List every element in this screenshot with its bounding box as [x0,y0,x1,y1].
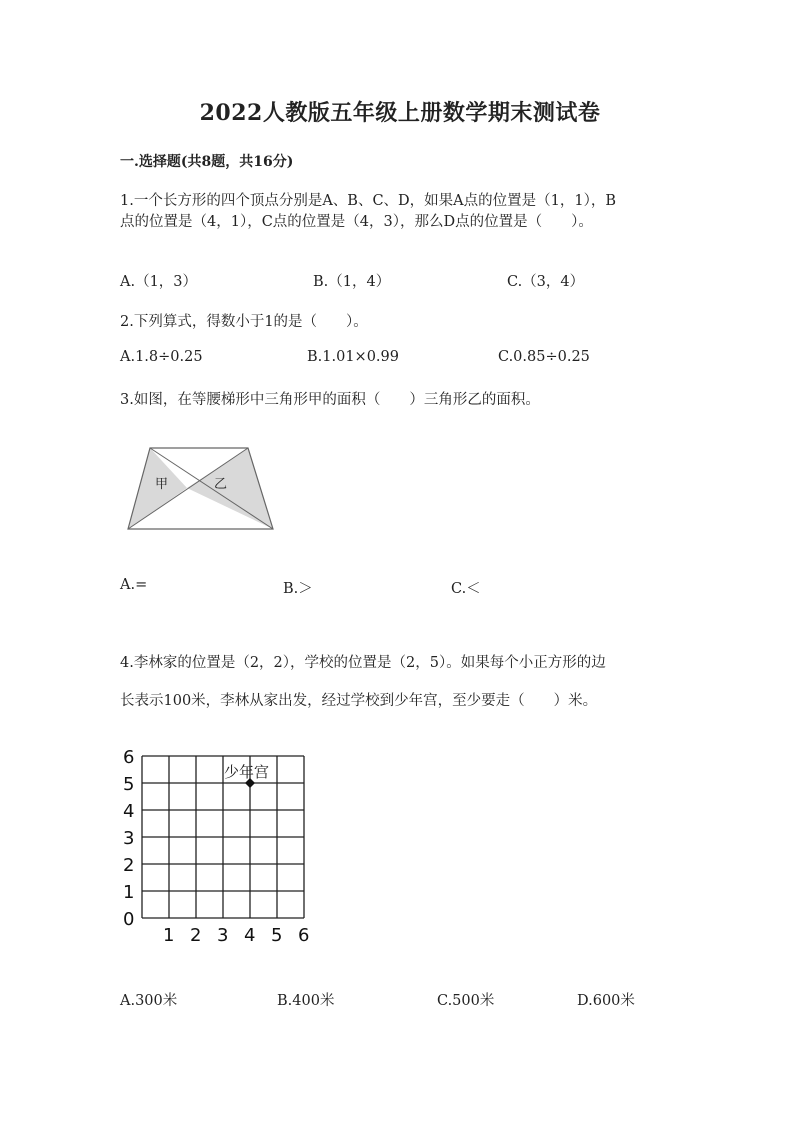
y-tick-label: 6 [123,747,135,768]
x-axis-labels [163,925,309,946]
question-4-line-2: 长表示100米，李林从家出发，经过学校到少年宫，至少要走（ ）米。 [120,693,598,709]
trapezoid-figure [120,440,280,540]
x-tick-label: 3 [217,925,229,946]
y-tick-label: 5 [123,774,135,795]
y-tick-label: 1 [123,882,135,903]
y-tick-label: 0 [123,909,135,930]
question-3-option-b[interactable]: B.＞ [283,581,313,597]
question-4-line-1: 4.李林家的位置是（2，2），学校的位置是（2，5）。如果每个小正方形的边 [120,655,606,671]
page-title: 2022人教版五年级上册数学期末测试卷 [199,100,601,126]
question-2-option-c[interactable]: C.0.85÷0.25 [498,349,590,365]
question-1-line-2: 点的位置是（4，1），C点的位置是（4，3），那么D点的位置是（ ）。 [120,214,593,230]
question-4-option-c[interactable]: C.500米 [437,993,495,1009]
coordinate-grid-figure [115,740,335,950]
question-2-option-a[interactable]: A.1.8÷0.25 [120,349,203,365]
x-tick-label: 5 [271,925,283,946]
question-2-option-b[interactable]: B.1.01×0.99 [307,349,399,365]
question-4-option-b[interactable]: B.400米 [277,993,335,1009]
youth-palace-label: 少年宫 [224,763,270,781]
question-4-option-a[interactable]: A.300米 [120,993,178,1009]
y-tick-label: 3 [123,828,135,849]
question-1-option-c[interactable]: C.（3，4） [507,274,585,290]
question-1-option-a[interactable]: A.（1，3） [120,274,198,290]
x-tick-label: 1 [163,925,175,946]
y-axis-labels [123,747,134,930]
y-tick-label: 2 [123,855,135,876]
question-1-option-b[interactable]: B.（1，4） [313,274,391,290]
question-1-line-1: 1.一个长方形的四个顶点分别是A、B、C、D，如果A点的位置是（1，1），B [120,193,617,209]
question-3-line-1: 3.如图，在等腰梯形中三角形甲的面积（ ）三角形乙的面积。 [120,392,540,408]
question-4-option-d[interactable]: D.600米 [577,993,635,1009]
question-2-line-1: 2.下列算式，得数小于1的是（ ）。 [120,314,368,330]
label-jia: 甲 [155,477,169,492]
question-3-option-a[interactable]: A.= [120,577,148,593]
question-3-option-c[interactable]: C.＜ [451,581,481,597]
x-tick-label: 2 [190,925,202,946]
label-yi: 乙 [214,477,228,492]
x-tick-label: 4 [244,925,256,946]
grid-lines [142,756,304,918]
y-tick-label: 4 [123,801,135,822]
section-heading: 一.选择题(共8题，共16分) [120,154,294,170]
x-tick-label: 6 [298,925,310,946]
